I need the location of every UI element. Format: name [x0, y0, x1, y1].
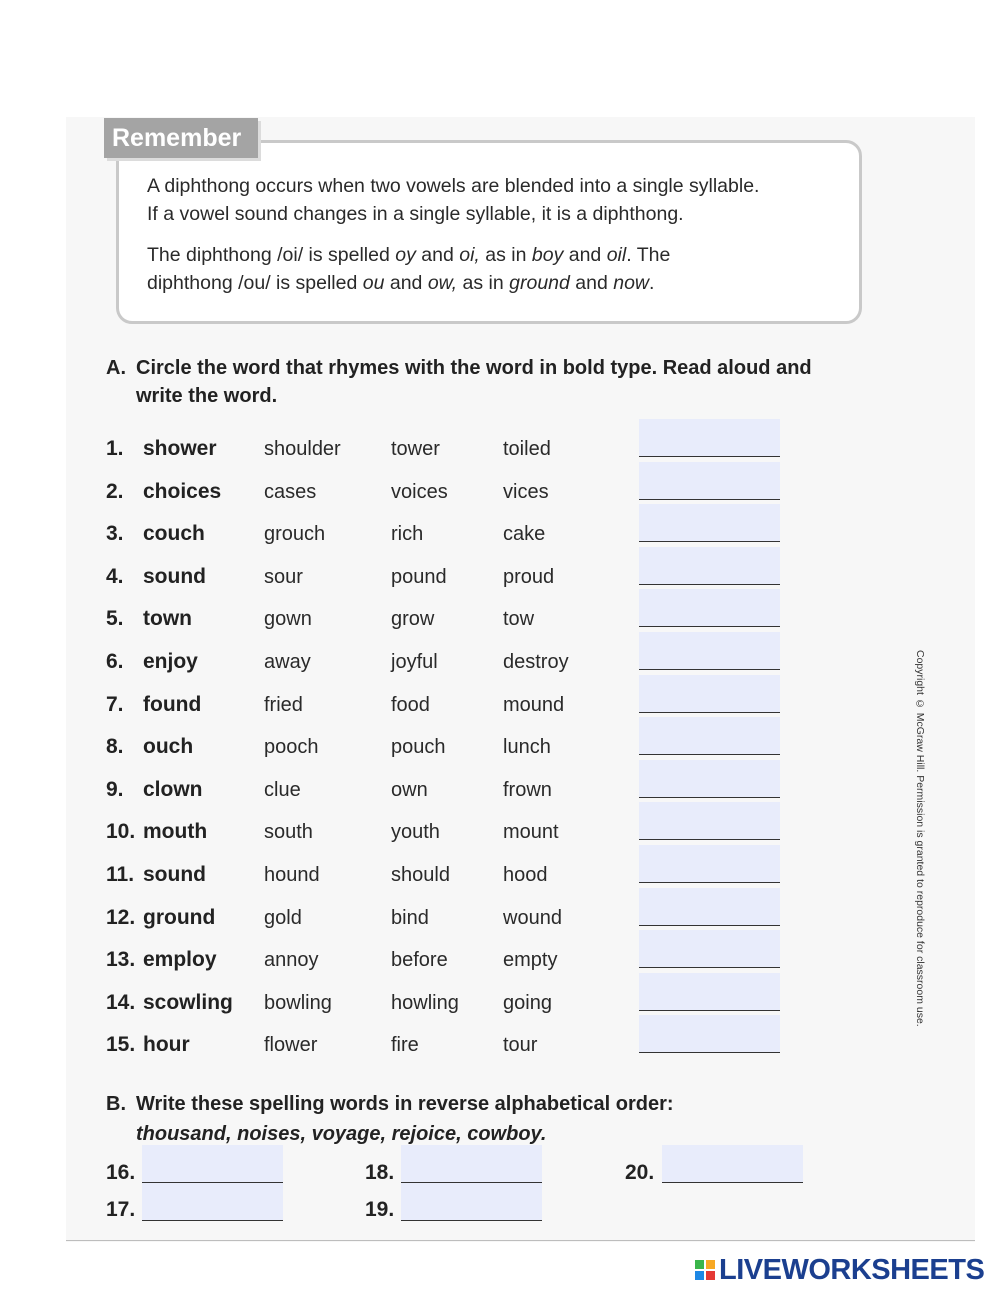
answer-input[interactable]: [639, 717, 780, 755]
logo-text: LIVEWORKSHEETS: [719, 1254, 985, 1286]
exercise-row: [0, 898, 1000, 938]
answer-19-input[interactable]: [401, 1183, 542, 1221]
target-word: ground: [143, 905, 216, 929]
option-word[interactable]: cake: [503, 523, 546, 546]
answer-input[interactable]: [639, 930, 780, 968]
option-word[interactable]: youth: [391, 821, 440, 844]
option-word[interactable]: hood: [503, 864, 548, 886]
answer-18-input[interactable]: [401, 1145, 542, 1183]
remember-line-4: diphthong /ou/ is spelled ou and ow, as in ground and now.: [147, 272, 655, 294]
option-word[interactable]: tow: [503, 608, 535, 631]
exercise-row: [0, 642, 1000, 682]
page-divider: [66, 1240, 975, 1241]
exercise-row: [0, 599, 1000, 639]
target-word: enjoy: [143, 650, 198, 673]
option-word[interactable]: tour: [503, 1034, 538, 1057]
item-number: 9.: [106, 777, 124, 801]
item-number: 1.: [106, 437, 124, 460]
target-word: choices: [143, 479, 222, 503]
item-20-number: 20.: [625, 1161, 655, 1184]
exercise-row: [0, 557, 1000, 597]
answer-input[interactable]: [639, 419, 780, 457]
option-word[interactable]: before: [391, 949, 448, 972]
target-word: sound: [143, 863, 206, 886]
section-b-letter: B.: [106, 1093, 126, 1115]
exercise-row: [0, 429, 1000, 469]
exercise-row: [0, 1025, 1000, 1065]
exercise-row: [0, 727, 1000, 767]
option-word[interactable]: mount: [503, 821, 559, 844]
item-19-number: 19.: [365, 1198, 395, 1221]
item-17-number: 17.: [106, 1198, 136, 1221]
option-word[interactable]: frown: [503, 778, 552, 801]
option-word[interactable]: pooch: [264, 736, 319, 759]
option-word[interactable]: shoulder: [264, 438, 341, 460]
answer-input[interactable]: [639, 1015, 780, 1053]
exercise-row: [0, 983, 1000, 1023]
option-word[interactable]: fried: [264, 693, 303, 716]
answer-17-input[interactable]: [142, 1183, 283, 1221]
option-word[interactable]: hound: [264, 864, 320, 886]
remember-line-1: A diphthong occurs when two vowels are blended into a single syllable.: [147, 175, 760, 197]
option-word[interactable]: south: [264, 821, 313, 844]
answer-input[interactable]: [639, 632, 780, 670]
section-b-instruction: [106, 1090, 866, 1120]
remember-line-2: If a vowel sound changes in a single syllable, it is a diphthong.: [147, 203, 684, 225]
option-word[interactable]: flower: [264, 1034, 318, 1057]
target-word: clown: [143, 777, 203, 801]
answer-input[interactable]: [639, 973, 780, 1011]
item-number: 5.: [106, 607, 124, 631]
exercise-row: [0, 685, 1000, 725]
answer-16-input[interactable]: [142, 1145, 283, 1183]
option-word[interactable]: howling: [391, 991, 459, 1014]
item-number: 7.: [106, 692, 124, 716]
answer-input[interactable]: [639, 547, 780, 585]
remember-line-3: The diphthong /oi/ is spelled oy and oi, as in boy and oil. The: [147, 244, 671, 266]
option-word[interactable]: sour: [264, 565, 303, 588]
answer-input[interactable]: [639, 675, 780, 713]
item-number: 10.: [106, 820, 136, 844]
item-number: 13.: [106, 948, 136, 972]
exercise-row: [0, 472, 1000, 512]
exercise-row: [0, 514, 1000, 554]
target-word: hour: [143, 1033, 190, 1057]
option-word[interactable]: empty: [503, 949, 558, 972]
section-b-words: thousand, noises, voyage, rejoice, cowboy.: [136, 1123, 547, 1145]
target-word: found: [143, 692, 202, 716]
answer-input[interactable]: [639, 462, 780, 500]
target-word: town: [143, 607, 192, 631]
item-number: 4.: [106, 564, 124, 588]
option-word[interactable]: voices: [391, 480, 448, 503]
answer-20-input[interactable]: [662, 1145, 803, 1183]
option-word[interactable]: rich: [391, 523, 424, 546]
target-word: sound: [143, 564, 206, 588]
item-16-number: 16.: [106, 1161, 136, 1184]
item-18-number: 18.: [365, 1161, 395, 1184]
target-word: ouch: [143, 735, 194, 759]
item-number: 8.: [106, 735, 124, 759]
answer-input[interactable]: [639, 589, 780, 627]
exercise-row: [0, 770, 1000, 810]
option-word[interactable]: destroy: [503, 651, 569, 673]
logo-mark-icon: [694, 1259, 716, 1281]
target-word: shower: [143, 437, 217, 460]
exercise-row: [0, 940, 1000, 980]
target-word: scowling: [143, 990, 233, 1014]
option-word[interactable]: pouch: [391, 736, 446, 759]
item-number: 14.: [106, 990, 136, 1014]
option-word[interactable]: should: [391, 864, 450, 886]
exercise-row: [0, 855, 1000, 895]
option-word[interactable]: proud: [503, 565, 555, 588]
item-number: 6.: [106, 650, 124, 673]
option-word[interactable]: own: [391, 778, 428, 801]
section-a-instruction: [106, 354, 866, 414]
option-word[interactable]: wound: [503, 906, 562, 929]
item-number: 11.: [106, 863, 135, 886]
copyright-notice: Copyright © McGraw Hill. Permission is granted to reproduce for classroom use.: [914, 650, 926, 1027]
answer-input[interactable]: [639, 802, 780, 840]
answer-input[interactable]: [639, 760, 780, 798]
answer-input[interactable]: [639, 504, 780, 542]
target-word: employ: [143, 948, 217, 972]
section-a-text: Circle the word that rhymes with the word in bold type. Read aloud and write the word.: [136, 357, 812, 407]
option-word[interactable]: cases: [264, 480, 317, 503]
option-word[interactable]: gown: [264, 608, 312, 631]
option-word[interactable]: joyful: [391, 651, 438, 673]
answer-input[interactable]: [639, 845, 780, 883]
option-word[interactable]: tower: [391, 438, 440, 460]
option-word[interactable]: vices: [503, 480, 549, 503]
option-word[interactable]: fire: [391, 1034, 419, 1057]
option-word[interactable]: going: [503, 991, 552, 1014]
remember-title: Remember: [104, 118, 258, 158]
item-number: 3.: [106, 522, 124, 546]
option-word[interactable]: away: [264, 651, 311, 673]
item-number: 12.: [106, 905, 136, 929]
item-number: 2.: [106, 479, 124, 503]
liveworksheets-logo: [694, 1254, 984, 1286]
item-number: 15.: [106, 1033, 136, 1057]
option-word[interactable]: clue: [264, 778, 301, 801]
section-a-letter: A.: [106, 357, 126, 379]
option-word[interactable]: mound: [503, 693, 565, 716]
option-word[interactable]: lunch: [503, 736, 551, 759]
target-word: mouth: [143, 820, 208, 844]
answer-input[interactable]: [639, 888, 780, 926]
option-word[interactable]: bowling: [264, 991, 332, 1014]
option-word[interactable]: grow: [391, 608, 435, 631]
option-word[interactable]: food: [391, 693, 430, 716]
option-word[interactable]: annoy: [264, 949, 319, 972]
section-b-text: Write these spelling words in reverse alphabetical order:: [136, 1093, 674, 1115]
option-word[interactable]: bind: [391, 906, 429, 929]
option-word[interactable]: toiled: [503, 438, 551, 460]
exercise-row: [0, 812, 1000, 852]
option-word[interactable]: gold: [264, 906, 302, 929]
target-word: couch: [143, 522, 205, 546]
option-word[interactable]: grouch: [264, 523, 326, 546]
option-word[interactable]: pound: [391, 565, 447, 588]
